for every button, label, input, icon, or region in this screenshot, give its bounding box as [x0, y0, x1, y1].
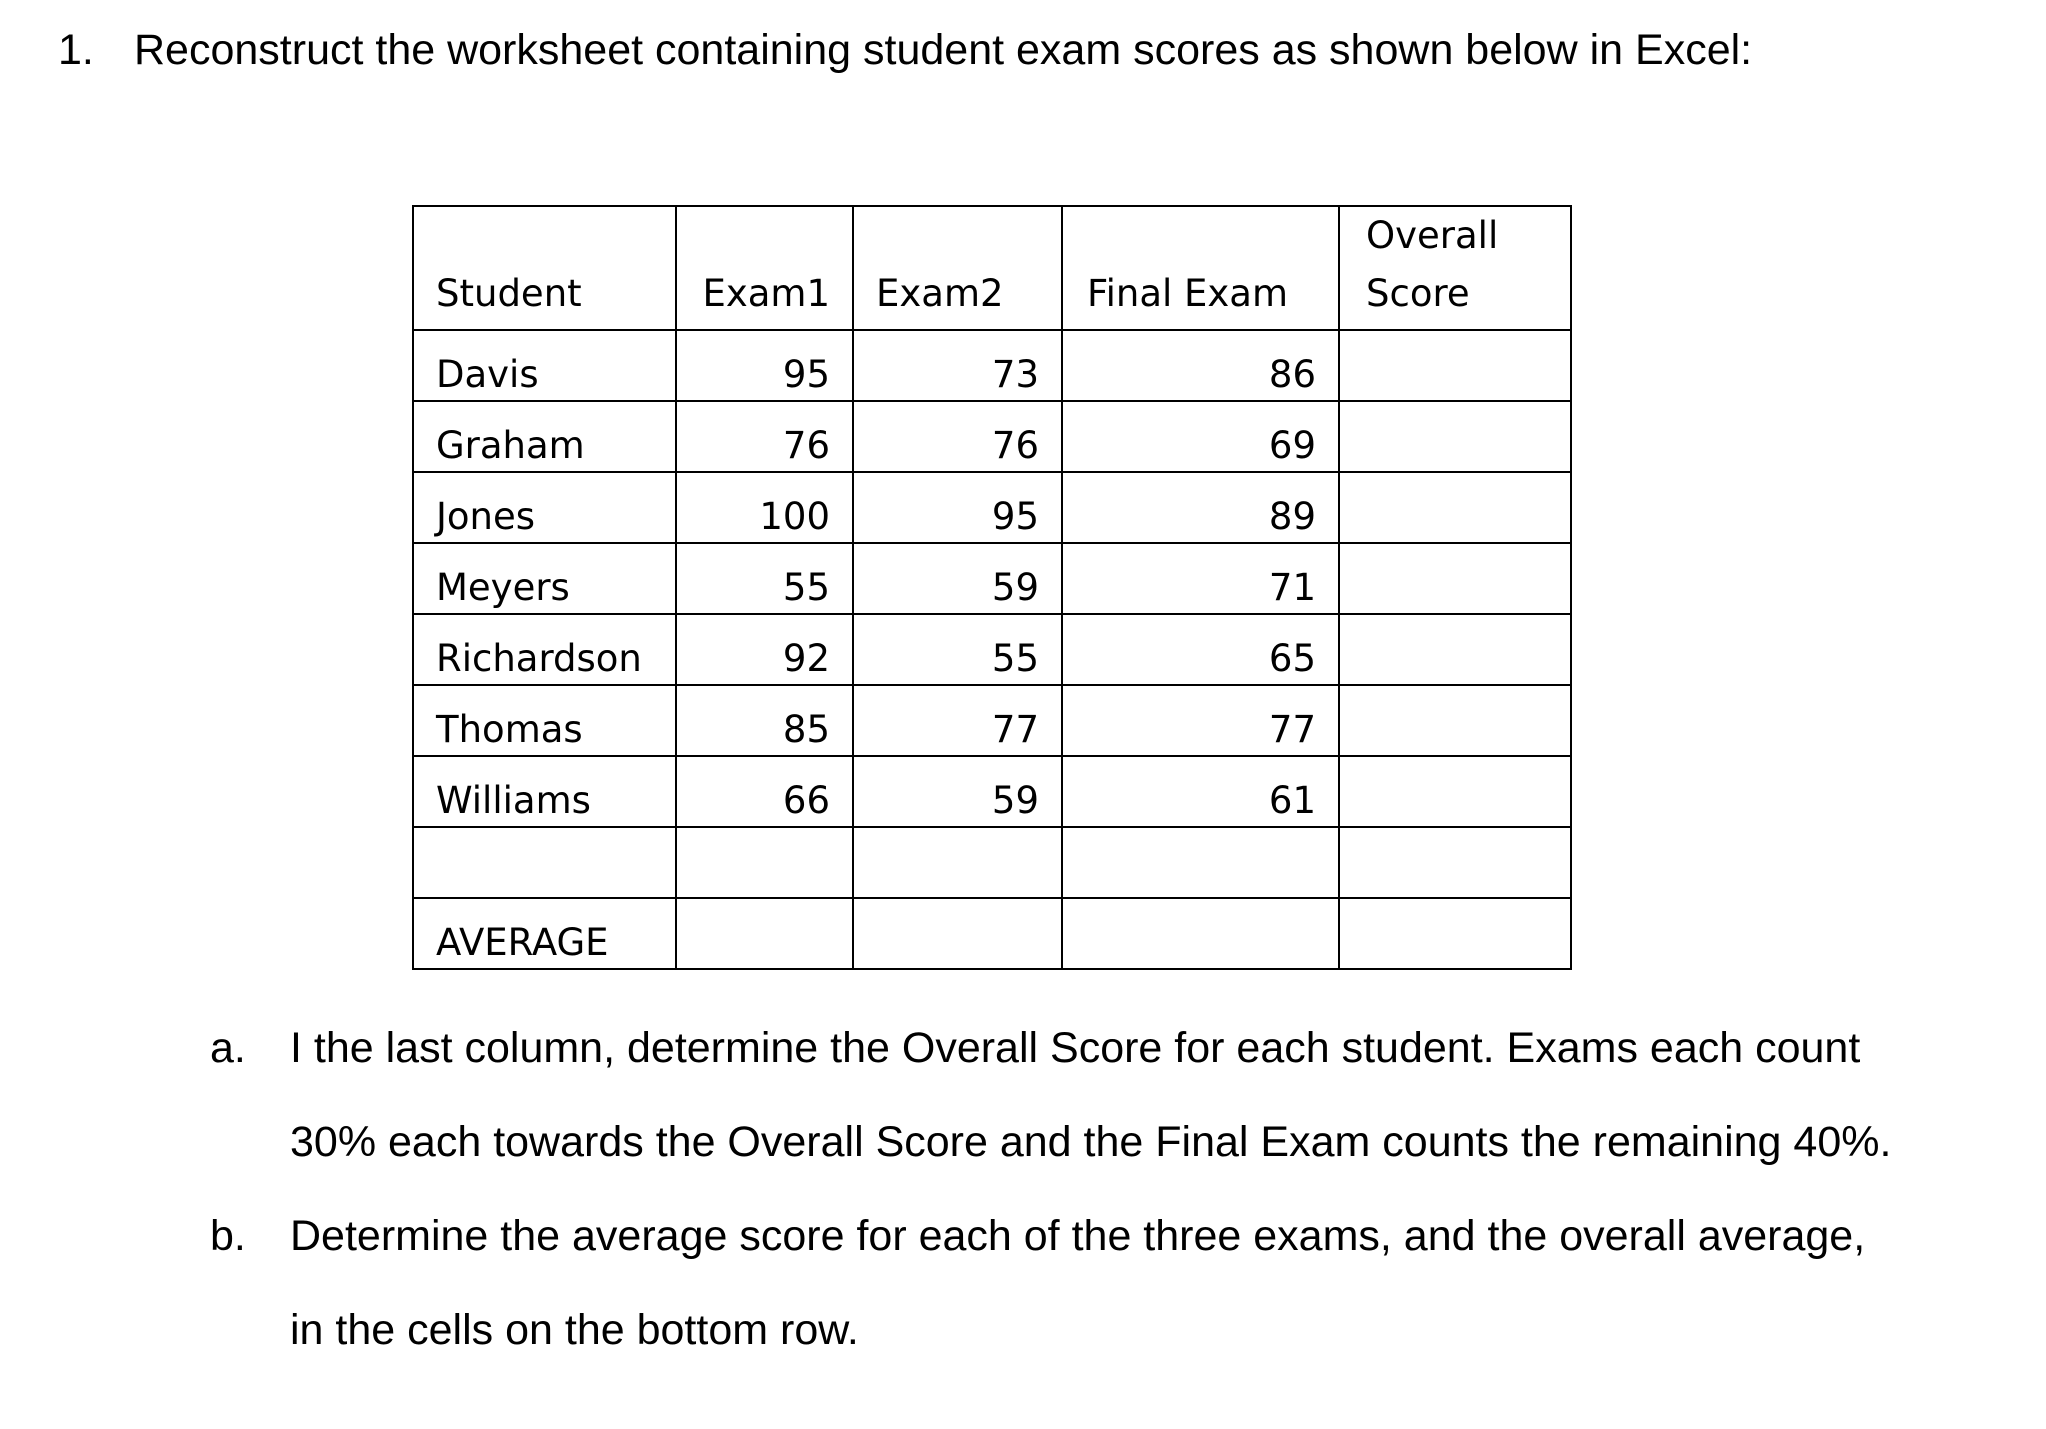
instruction-b-letter: b.	[210, 1212, 246, 1260]
average-label: AVERAGE	[413, 898, 676, 969]
instruction-a-text-2: 30% each towards the Overall Score and the Final Exam counts the remaining 40%.	[290, 1118, 1892, 1166]
scores-table	[412, 205, 1572, 970]
cell-overall	[1339, 756, 1571, 827]
cell-exam2: 59	[853, 756, 1062, 827]
table-header-row	[413, 206, 1571, 330]
question-text: Reconstruct the worksheet containing student exam scores as shown below in Excel:	[134, 26, 1753, 74]
cell-student: Graham	[413, 401, 676, 472]
instruction-a-text-1: I the last column, determine the Overall Score for each student. Exams each count	[290, 1024, 1861, 1072]
cell-empty	[1062, 827, 1339, 898]
header-student: Student	[413, 206, 676, 330]
instruction-b-text-1: Determine the average score for each of the three exams, and the overall average,	[290, 1212, 1866, 1260]
cell-final: 86	[1062, 330, 1339, 401]
cell-empty	[853, 827, 1062, 898]
average-exam1	[676, 898, 853, 969]
cell-overall	[1339, 614, 1571, 685]
cell-final: 65	[1062, 614, 1339, 685]
cell-exam1: 55	[676, 543, 853, 614]
instruction-b-text-2: in the cells on the bottom row.	[290, 1306, 859, 1354]
cell-exam1: 92	[676, 614, 853, 685]
header-exam2: Exam2	[853, 206, 1062, 330]
cell-exam2: 77	[853, 685, 1062, 756]
cell-exam1: 100	[676, 472, 853, 543]
cell-overall	[1339, 685, 1571, 756]
table-row	[413, 685, 1571, 756]
instruction-a-letter: a.	[210, 1024, 246, 1072]
cell-empty	[1339, 827, 1571, 898]
table-row	[413, 614, 1571, 685]
cell-student: Williams	[413, 756, 676, 827]
table-row	[413, 472, 1571, 543]
table-row	[413, 756, 1571, 827]
cell-exam2: 59	[853, 543, 1062, 614]
cell-student: Richardson	[413, 614, 676, 685]
header-final-exam: Final Exam	[1062, 206, 1339, 330]
cell-exam2: 95	[853, 472, 1062, 543]
header-overall-score	[1339, 206, 1571, 330]
header-overall-line2: Score	[1366, 272, 1470, 315]
cell-empty	[676, 827, 853, 898]
cell-exam1: 66	[676, 756, 853, 827]
cell-student: Jones	[413, 472, 676, 543]
cell-exam2: 55	[853, 614, 1062, 685]
cell-student: Meyers	[413, 543, 676, 614]
average-overall	[1339, 898, 1571, 969]
average-final	[1062, 898, 1339, 969]
cell-exam1: 95	[676, 330, 853, 401]
header-exam1: Exam1	[676, 206, 853, 330]
cell-exam1: 76	[676, 401, 853, 472]
cell-overall	[1339, 330, 1571, 401]
cell-final: 89	[1062, 472, 1339, 543]
cell-exam2: 76	[853, 401, 1062, 472]
cell-exam2: 73	[853, 330, 1062, 401]
average-exam2	[853, 898, 1062, 969]
header-overall-line1: Overall	[1366, 214, 1499, 257]
cell-final: 77	[1062, 685, 1339, 756]
cell-final: 61	[1062, 756, 1339, 827]
table-row	[413, 330, 1571, 401]
cell-overall	[1339, 472, 1571, 543]
question-heading	[58, 24, 1752, 76]
question-number: 1.	[58, 26, 94, 74]
cell-overall	[1339, 543, 1571, 614]
cell-final: 69	[1062, 401, 1339, 472]
cell-empty	[413, 827, 676, 898]
cell-exam1: 85	[676, 685, 853, 756]
cell-final: 71	[1062, 543, 1339, 614]
table-row	[413, 401, 1571, 472]
cell-overall	[1339, 401, 1571, 472]
cell-student: Thomas	[413, 685, 676, 756]
table-row-empty	[413, 827, 1571, 898]
table-row-average	[413, 898, 1571, 969]
cell-student: Davis	[413, 330, 676, 401]
table-row	[413, 543, 1571, 614]
